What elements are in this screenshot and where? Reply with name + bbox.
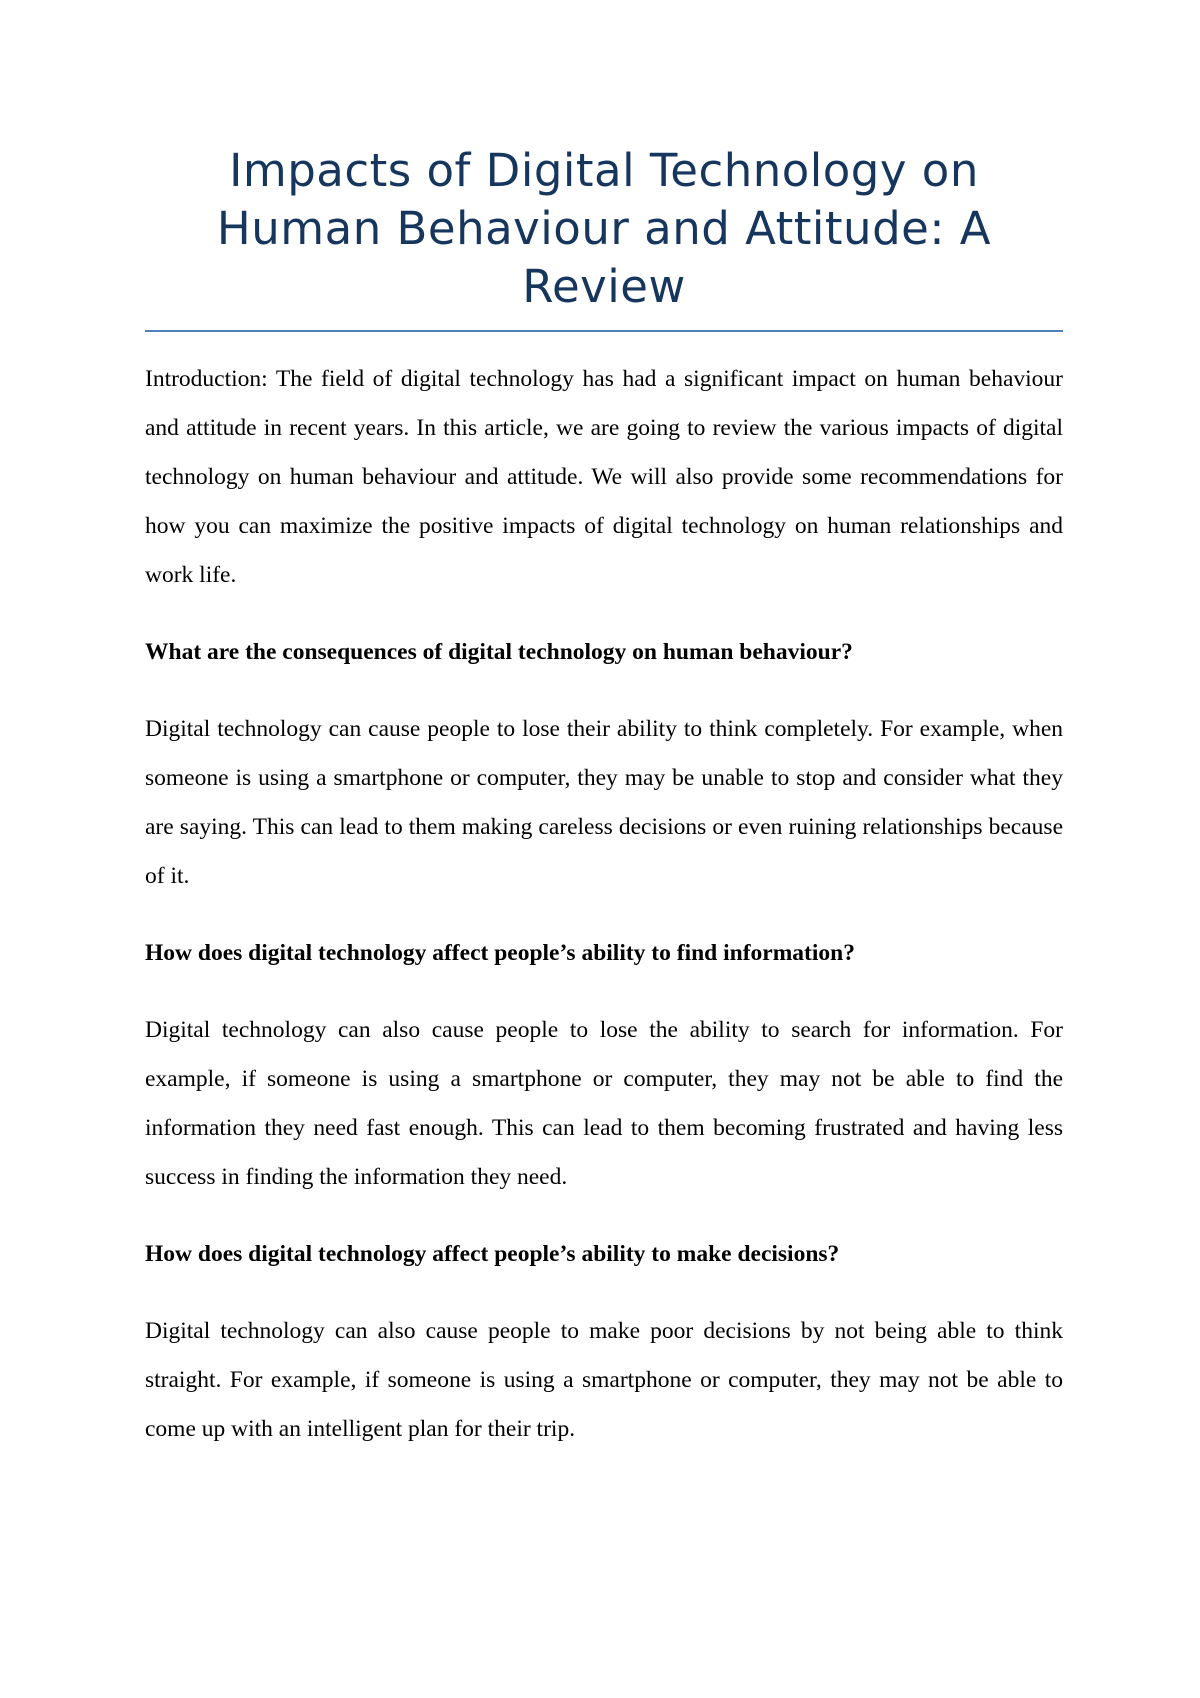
section-body-find-information: Digital technology can also cause people to lose the ability to search for information. For example, if someone is using a smartphone or computer, they may not be able to find the information they need fast enough. This can lead to them becoming frustrated and having less success in finding the information they need.	[145, 1017, 1063, 1190]
intro-paragraph: Introduction: The field of digital technology has had a significant impact on human behaviour and attitude in recent years. In this article, we are going to review the various impacts of digital technology on human behaviour and attitude. We will also provide some recommendations for how you can maximize the positive impacts of digital technology on human relationships and work life.	[145, 366, 1063, 588]
document-title: Impacts of Digital Technology on Human Behaviour and Attitude: A Review	[216, 144, 992, 313]
section-body-consequences: Digital technology can cause people to lose their ability to think completely. For example, when someone is using a smartphone or computer, they may be unable to stop and consider what they are saying. This can lead to them making careless decisions or even ruining relationships because of it.	[145, 716, 1063, 889]
document-page	[145, 0, 1063, 1454]
section-heading-find-information: How does digital technology affect people’s ability to find information?	[145, 940, 855, 966]
section-heading-make-decisions: How does digital technology affect people’s ability to make decisions?	[145, 1241, 840, 1267]
section-heading-consequences: What are the consequences of digital technology on human behaviour?	[145, 639, 853, 665]
section-body-make-decisions: Digital technology can also cause people to make poor decisions by not being able to think straight. For example, if someone is using a smartphone or computer, they may not be able to come up with an intelligent plan for their trip.	[145, 1318, 1063, 1442]
title-underline	[145, 330, 1063, 332]
